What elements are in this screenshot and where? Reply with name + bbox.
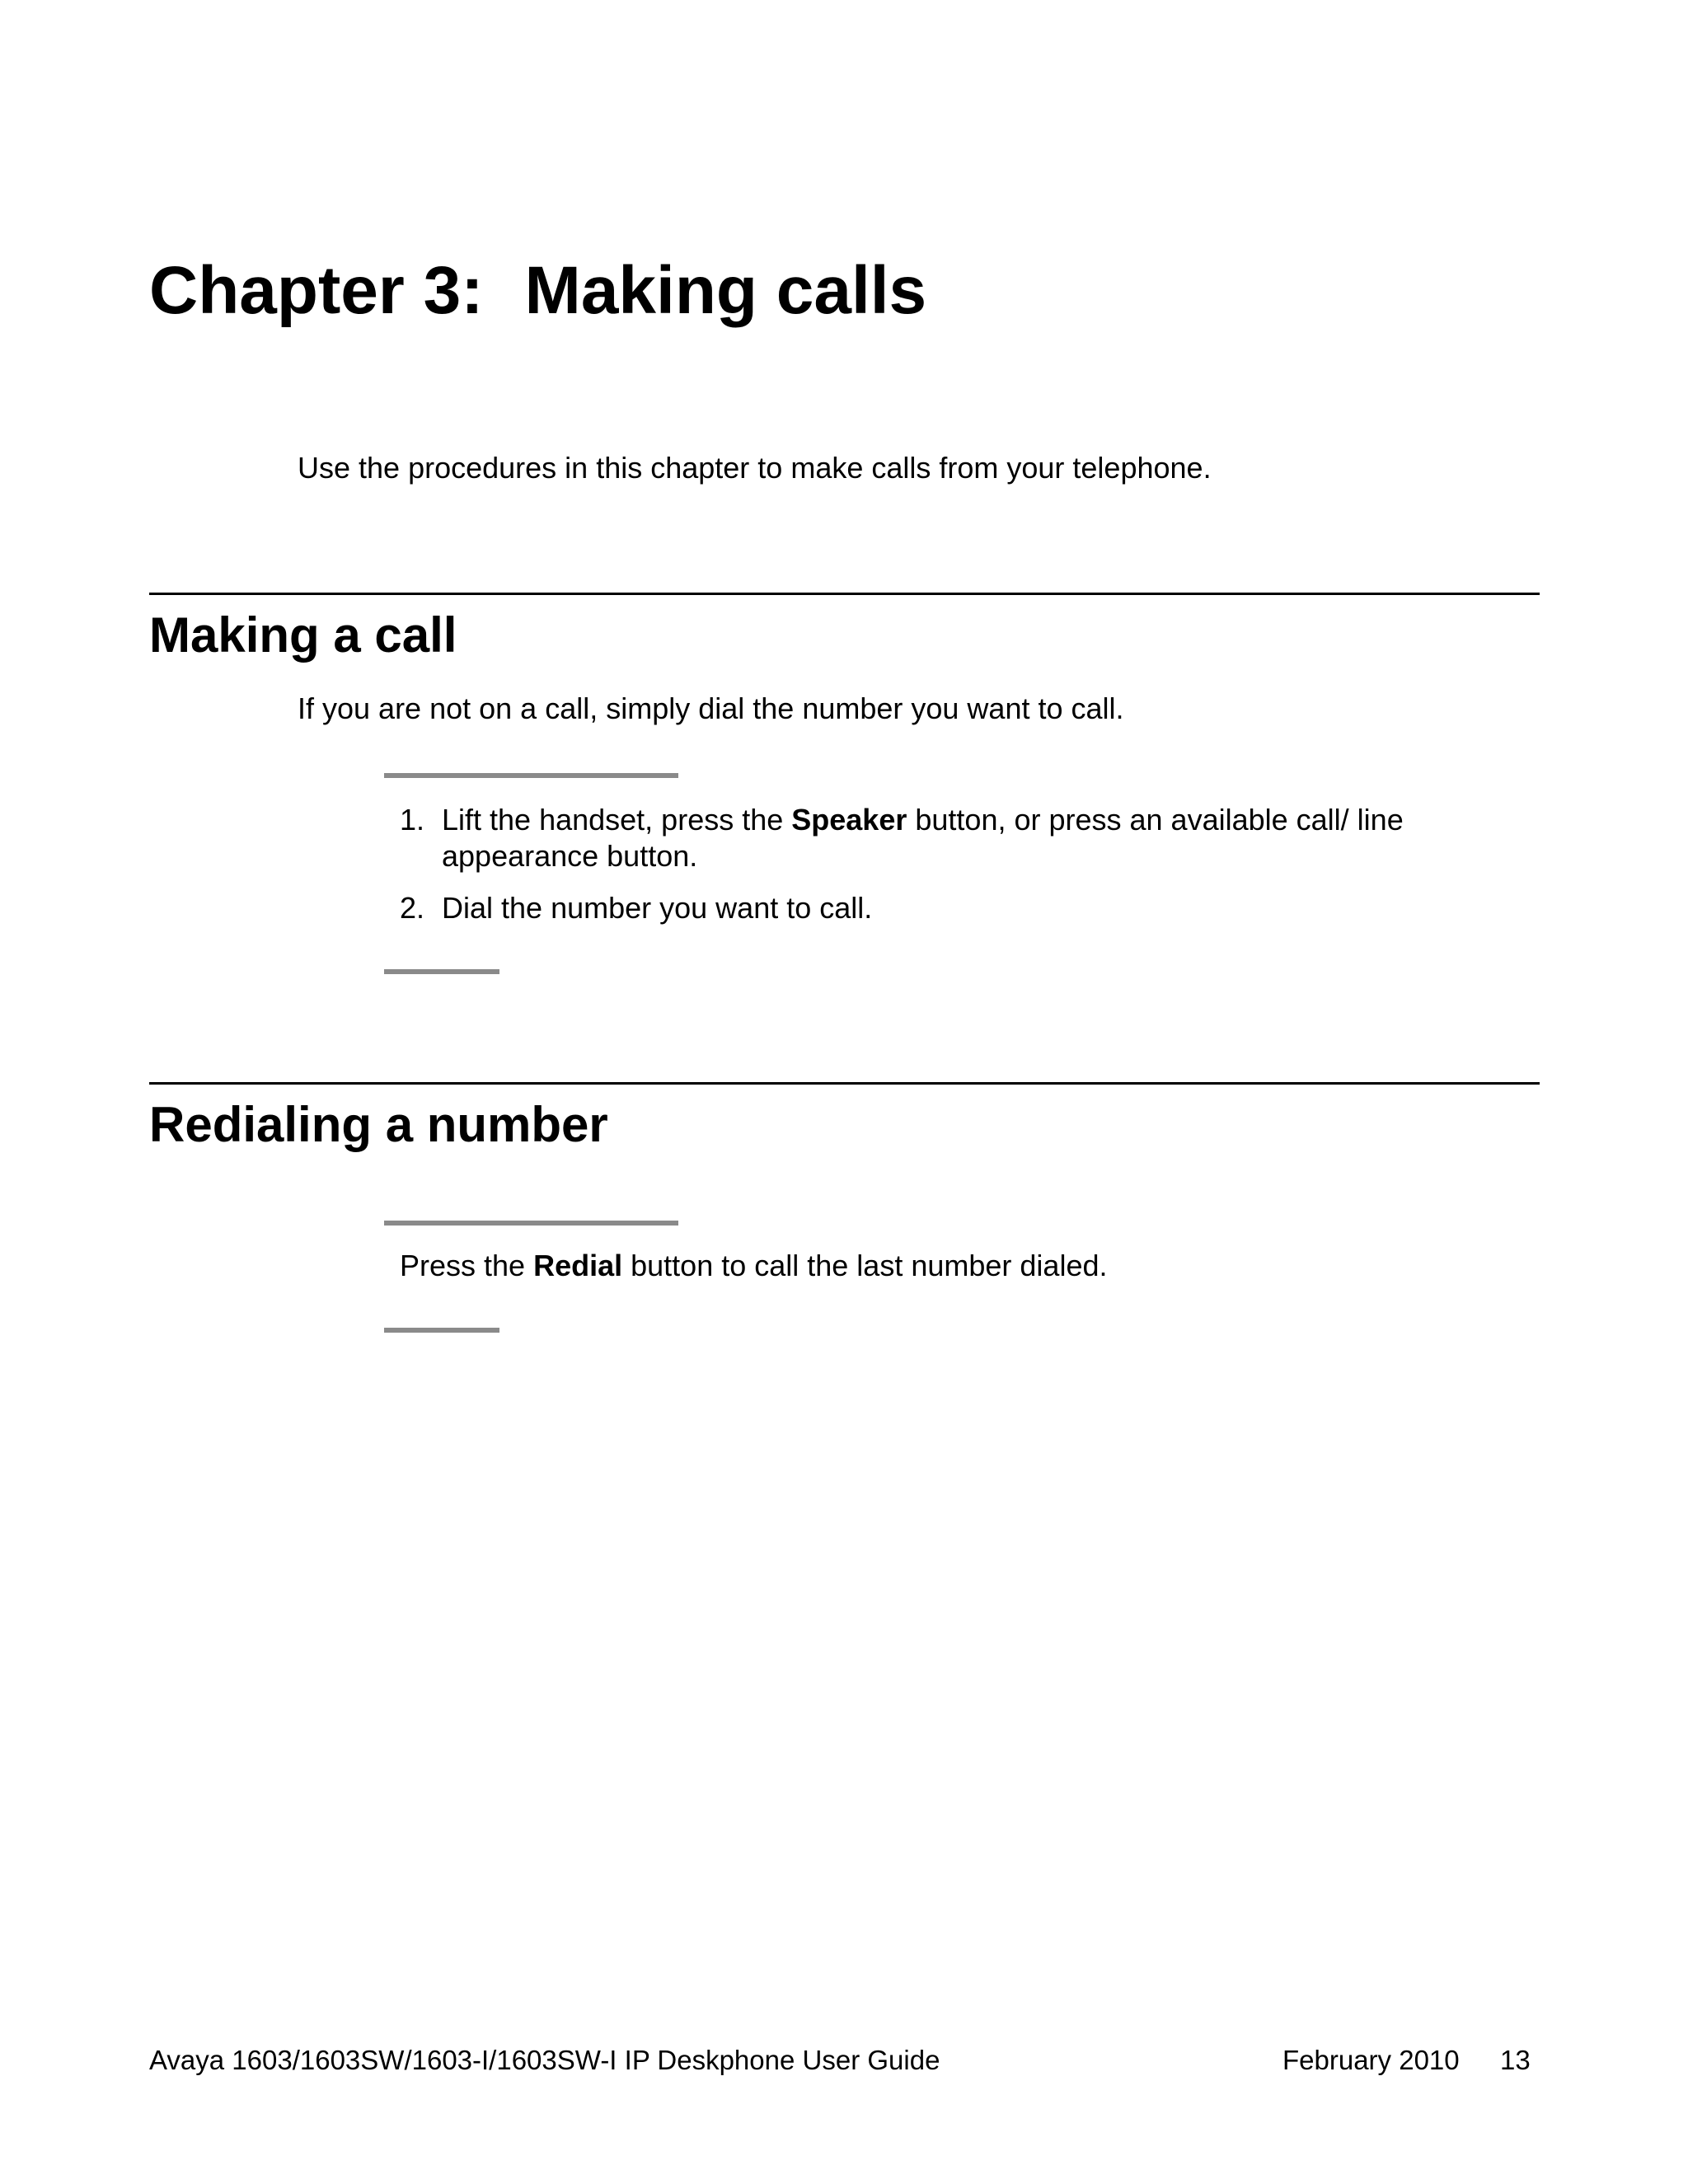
procedure-end-rule [384, 1328, 499, 1333]
procedure-start-rule [384, 1221, 678, 1226]
step-text: Dial the number you want to call. [442, 891, 873, 925]
step-text-part: button, or press an available call/ line appearance button. [442, 803, 1404, 873]
footer-date: February 2010 [1282, 2045, 1460, 2075]
procedure-end-rule [384, 969, 499, 974]
footer-page-number: 13 [1500, 2045, 1531, 2075]
chapter-name: Making calls [524, 253, 927, 328]
step-number: 2. [400, 891, 425, 925]
chapter-number: Chapter 3: [149, 253, 484, 328]
procedure-start-rule [384, 773, 678, 778]
section-intro: If you are not on a call, simply dial the number you want to call. [298, 691, 1124, 725]
footer-guide-title: Avaya 1603/1603SW/1603-I/1603SW-I IP Deskphone User Guide [149, 2045, 940, 2075]
redial-step [400, 1251, 1107, 1281]
step-text-part: Lift the handset, press the [442, 803, 792, 837]
step-text-part: button to call the last number dialed. [622, 1249, 1108, 1282]
section-heading-redialing: Redialing a number [149, 1097, 608, 1152]
redial-button-name: Redial [533, 1249, 623, 1282]
step-number: 1. [400, 803, 425, 837]
section-divider [149, 593, 1540, 595]
step-text-part: Press the [400, 1249, 534, 1282]
chapter-intro: Use the procedures in this chapter to make calls from your telephone. [298, 451, 1212, 485]
section-heading-making-a-call: Making a call [149, 607, 457, 663]
procedure-step [400, 890, 1471, 926]
procedure-step [400, 802, 1471, 874]
chapter-title [149, 253, 927, 328]
speaker-button-name: Speaker [791, 803, 907, 837]
step-text [442, 802, 1471, 874]
section-divider [149, 1082, 1540, 1085]
